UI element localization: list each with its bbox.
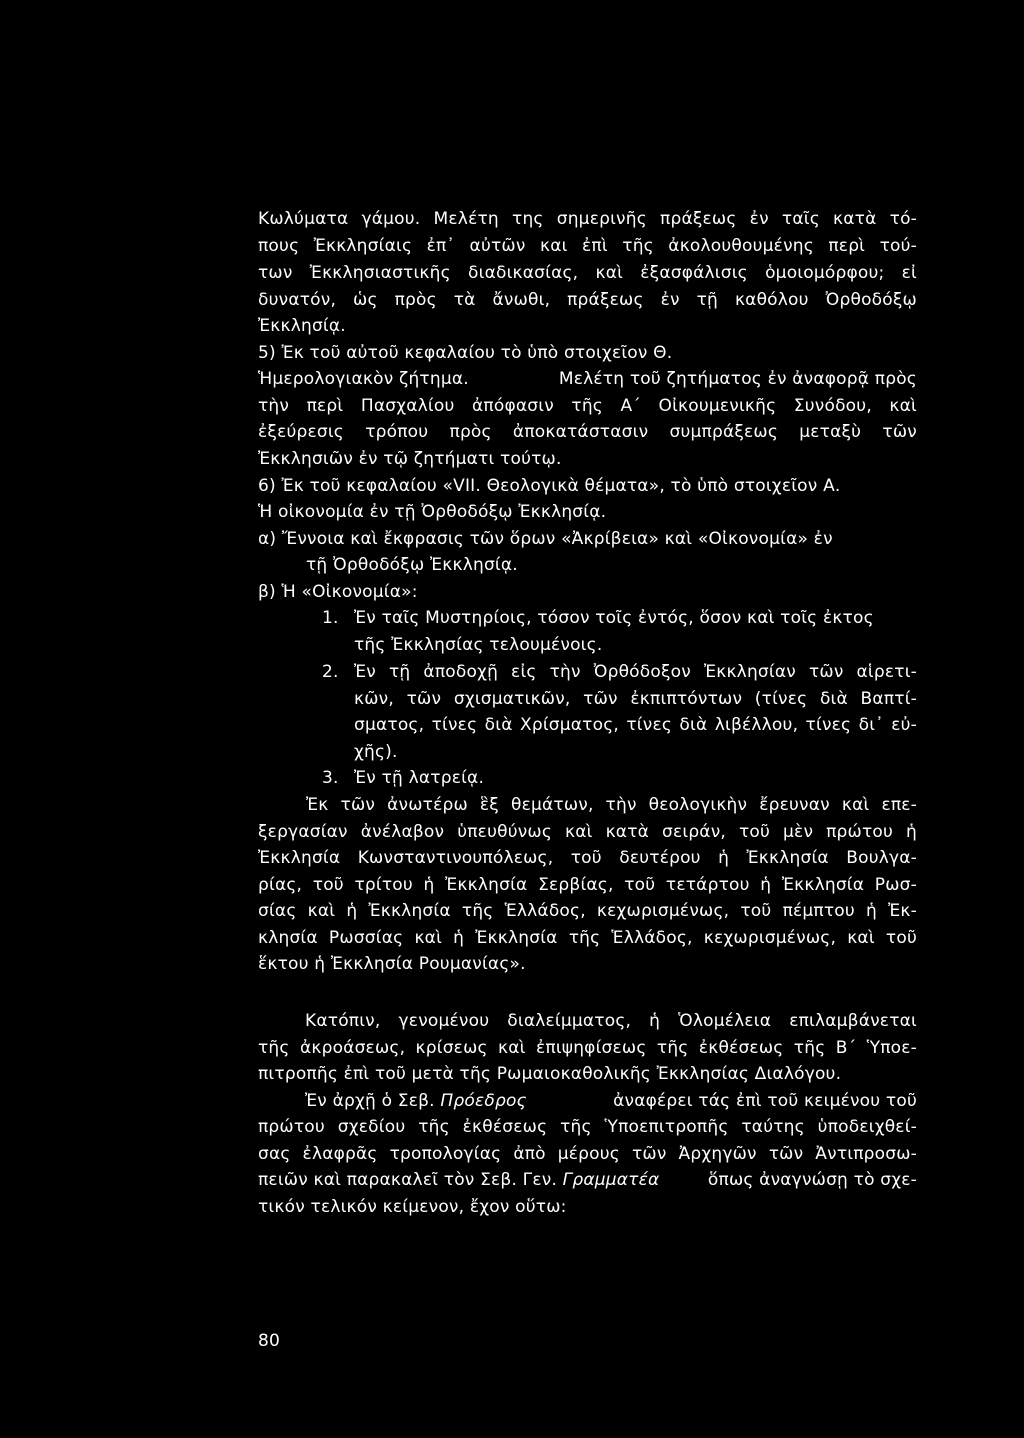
text-line: α) Ἔννοια καὶ ἔκφρασις τῶν ὅρων «Ἀκρίβεια» καὶ «Οἰκονομία» ἐν (258, 529, 833, 549)
text-line: σας ἐλαφρᾶς τροπολογίας ἀπὸ μέρους τῶν Ἀρχηγῶν τῶν Ἀντιπροσω- (258, 1144, 917, 1164)
text-fragment: Ἐν ἀρχῇ ὁ Σεβ. (305, 1091, 435, 1111)
text-line: σματος, τίνες διὰ Χρίσματος, τίνες διὰ λιβέλλου, τίνες δι᾽ εὐ- (354, 715, 917, 735)
heading-phrase: Ἡμερολογιακὸν ζήτημα. (258, 369, 469, 389)
text-line: τὴν περὶ Πασχαλίου ἀπόφασιν τῆς Α´ Οἰκουμενικῆς Συνόδου, καὶ (258, 396, 917, 416)
text-line: τῆς ἀκροάσεως, κρίσεως καὶ ἐπιψηφίσεως τῆς ἐκθέσεως τῆς Β´ Ὑποε- (258, 1038, 917, 1058)
page-number: 80 (258, 1331, 281, 1351)
text-fragment: Μελέτη τοῦ ζητήματος ἐν ἀναφορᾷ πρὸς (558, 369, 917, 389)
text-line: 6) Ἐκ τοῦ κεφαλαίου «VII. Θεολογικὰ θέματα», τὸ ὑπὸ στοιχεῖον Α. (258, 476, 841, 496)
text-line: δυνατόν, ὡς πρὸς τὰ ἄνωθι, πράξεως ἐν τῇ καθόλου Ὀρθοδόξῳ (258, 290, 917, 310)
text-line: πρώτου σχεδίου τῆς ἐκθέσεως τῆς Ὑποεπιτροπῆς ταύτης ὑποδειχθεί- (258, 1117, 917, 1137)
text-line: Ἐν τῇ λατρείᾳ. (354, 768, 485, 788)
text-line: Ἐκ τῶν ἀνωτέρω ἓξ θεμάτων, τὴν θεολογικὴν ἔρευναν καὶ επε- (306, 795, 917, 815)
text-line: 5) Ἐκ τοῦ αὐτοῦ κεφαλαίου τὸ ὑπὸ στοιχεῖον Θ. (258, 343, 673, 363)
text-line: τῆς Ἐκκλησίας τελουμένοις. (354, 635, 603, 655)
text-fragment: ἀναφέρει τάς ἐπὶ τοῦ κειμένου τοῦ (613, 1091, 917, 1111)
list-number: 3. (322, 768, 339, 788)
text-line: ἐξεύρεσις τρόπου πρὸς ἀποκατάστασιν συμπράξεως μεταξὺ τῶν (258, 422, 917, 442)
text-line: σίας καὶ ἡ Ἐκκλησία τῆς Ἑλλάδος, κεχωρισμένως, τοῦ πέμπτου ἡ Ἐκ- (258, 901, 917, 921)
list-number: 2. (322, 662, 339, 682)
text-line: Κωλύματα γάμου. Μελέτη της σημερινῆς πράξεως ἐν ταῖς κατὰ τό- (258, 209, 917, 229)
text-line: κῶν, τῶν σχισματικῶν, τῶν ἐκπιπτόντων (τίνες διὰ Βαπτί- (354, 689, 917, 709)
text-line: Κατόπιν, γενομένου διαλείμματος, ἡ Ὁλομέλεια επιλαμβάνεται (305, 1011, 917, 1031)
text-fragment: πειῶν καὶ παρακαλεῖ τὸν Σεβ. Γεν. (258, 1170, 558, 1190)
text-line: πους Ἐκκλησίαις ἐπ᾽ αὐτῶν και ἐπὶ τῆς ἀκολουθουμένης περὶ τού- (258, 236, 917, 256)
text-line: τῇ Ὀρθοδόξῳ Ἐκκλησίᾳ. (306, 555, 518, 575)
italic-term: Γραμματέα (562, 1170, 660, 1190)
text-line (258, 1169, 917, 1191)
text-line: χῆς). (354, 742, 398, 762)
italic-term: Πρόεδρος (440, 1091, 527, 1111)
text-line: Ἐν ταῖς Μυστηρίοις, τόσον τοῖς ἐντός, ὅσον καὶ τοῖς ἐκτος (354, 608, 874, 628)
text-line (305, 1090, 917, 1112)
text-line: ρίας, τοῦ τρίτου ἡ Ἐκκλησία Σερβίας, τοῦ τετάρτου ἡ Ἐκκλησία Ρωσ- (258, 875, 917, 895)
list-number: 1. (322, 608, 339, 628)
text-line: ξεργασίαν ἀνέλαβον ὑπευθύνως καὶ κατὰ σειράν, τοῦ μὲν πρώτου ἡ (258, 822, 917, 842)
text-line: β) Ἡ «Οἰκονομία»: (258, 582, 418, 602)
text-line: Ἐκκλησίᾳ. (258, 316, 346, 336)
text-line: Ἐν τῇ ἀποδοχῇ εἰς τὴν Ὀρθόδοξον Ἐκκλησίαν τῶν αἱρετι- (354, 662, 917, 682)
text-line: τικόν τελικόν κείμενον, ἔχον οὕτω: (258, 1197, 567, 1217)
text-line: πιτροπῆς ἐπὶ τοῦ μετὰ τῆς Ρωμαιοκαθολικῆς Ἐκκλησίας Διαλόγου. (258, 1064, 842, 1084)
text-line: Ἡ οἰκονομία ἐν τῇ Ὀρθοδόξῳ Ἐκκλησίᾳ. (258, 502, 607, 522)
text-line: ἕκτου ἡ Ἐκκλησία Ρουμανίας». (258, 954, 526, 974)
text-line: των Ἐκκλησιαστικῆς διαδικασίας, καὶ ἐξασφάλισις ὁμοιομόρφου; εἰ (258, 263, 917, 283)
text-line: Ἐκκλησία Κωνσταντινουπόλεως, τοῦ δευτέρου ἡ Ἐκκλησία Βουλγα- (258, 848, 917, 868)
text-fragment: ὅπως ἀναγνώσῃ τὸ σχε- (707, 1170, 917, 1190)
text-line: κλησία Ρωσσίας καὶ ἡ Ἐκκλησία τῆς Ἑλλάδος, κεχωρισμένως, καὶ τοῦ (258, 928, 917, 948)
text-line: Ἐκκλησιῶν ἐν τῷ ζητήματι τούτῳ. (258, 449, 562, 469)
